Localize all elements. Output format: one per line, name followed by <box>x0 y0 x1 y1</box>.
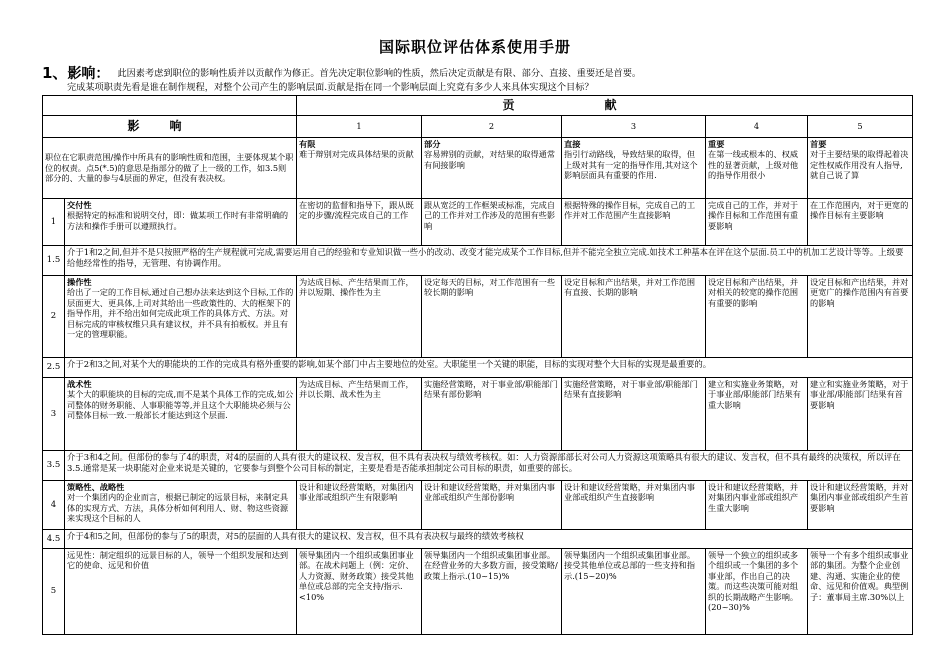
contribution-desc: 容易辨别的贡献，对结果的取得通常有间接影响 <box>424 149 556 170</box>
col-number-3: 3 <box>562 116 706 138</box>
table-cell: 在工作范围内，对于更宽的操作目标有主要影响 <box>808 199 913 246</box>
contribution-cell <box>562 138 706 199</box>
level-title: 战术性 <box>67 379 92 389</box>
contribution-header: 贡献 <box>297 96 913 116</box>
contribution-title: 部分 <box>424 139 441 149</box>
section-line-1: 此因素考虑到职位的影响性质并以贡献作为修正。首先决定职位影响的性质，然后决定贡献是有限、部分、直接、重要还是首要。 <box>117 68 642 79</box>
header-blank <box>43 96 297 116</box>
level-number: 5 <box>43 549 65 635</box>
level-desc: 某个大的职能块的目标的完成,而不是某个具体工作的完成,如公司整体的财务职能、人事职能等等,并且这个大职能块必须与公司整体目标一致.一般部长才能达到这个层面. <box>67 389 294 421</box>
level-desc: 对一个集团内的企业而言，根据已制定的远景目标，来制定具体的实现方式、方法，具体分析如何利用人、财、物这些资源来实现这个目标的人 <box>67 492 289 524</box>
table-cell: 在密切的监督和指导下，跟从既定的步骤/流程完成自己的工作 <box>297 199 422 246</box>
level-merged-desc: 介于4和5之间，但部份的参与了5的职责，对5的层面的人具有很大的建议权、发言权，但不具有表决权与最终的绩效考核权 <box>65 530 913 549</box>
level-merged-desc: 介于1和2之间,但并不是只按照严格的生产规程就可完成,需要运用自己的经验和专业知识做一些小的改动、改变才能完成某个工作目标,但并不能完全独立完成.如技术工种基本在评在这个层面.员工中的机加工艺设计等等。上级要给他经常性的指导，无管理、有协调作用。 <box>65 246 913 276</box>
table-cell: 设计和建议经营策略，并对集团内事业部或组织产生重大影响 <box>706 481 808 530</box>
table-cell: 为达成目标、产生结果而工作，并以短期、操作性为主 <box>297 276 422 358</box>
table-cell: 根据特殊的操作目标，完成自己的工作并对工作范围产生直接影响 <box>562 199 706 246</box>
level-number: 2 <box>43 276 65 358</box>
level-number: 3.5 <box>43 451 65 481</box>
contribution-cell <box>706 138 808 199</box>
table-cell: 领导集团内一个组织或集团事业部。在经营业务的大多数方面，接受策略/政策上指示.(10~15)% <box>422 549 562 635</box>
table-cell: 领导一个有多个组织或事业部的集团。为整个企业创建、沟通、实施企业的使命、远见和价值观。典型例子：董事局主席.30%以上 <box>808 549 913 635</box>
table-cell: 领导集团内一个组织或集团事业部。在战术问题上（例：定价、人力资源、财务政策）接受其他单位或总部的完全支持/指示.<10% <box>297 549 422 635</box>
level-number: 4.5 <box>43 530 65 549</box>
table-cell: 为达成目标、产生结果而工作，并以长期、战术性为主 <box>297 378 422 451</box>
impact-table <box>42 95 913 635</box>
table-cell: 建立和实施业务策略，对于事业部/职能部门结果有首要影响 <box>808 378 913 451</box>
impact-header: 影响 <box>43 116 297 138</box>
level-title: 交付性 <box>67 200 92 210</box>
table-cell: 设定目标和产出结果，并对更宽广的操作范围内有首要的影响 <box>808 276 913 358</box>
table-cell: 领导一个独立的组织或多个组织或一个集团的多个事业部，作出自己的决策。而这些决策可能对组织的长期战略产生影响。(20~30)% <box>706 549 808 635</box>
level-desc-cell <box>65 481 297 530</box>
level-merged-desc: 介于3和4之间。但部份的参与了4的职责，对4的层面的人具有很大的建议权、发言权，但不具有表决权与绩效考核权。如：人力资源部部长对公司人力资源这项策略具有很大的建议、发言权，但不具有最终的决策权，所以评在3.5.通常是某一块职能对企业来说是关键的，它要参与到整个公司目标的制定，主要是看是否能承担制定公司目标的职责，如重要的部长。 <box>65 451 913 481</box>
section-intro <box>42 66 922 95</box>
col-number-4: 4 <box>706 116 808 138</box>
col-number-1: 1 <box>297 116 422 138</box>
page-title: 国际职位评估体系使用手册 <box>378 38 571 56</box>
table-cell: 实施经营策略，对于事业部/职能部门结果有部份影响 <box>422 378 562 451</box>
col-number-5: 5 <box>808 116 913 138</box>
table-cell: 设定每天的目标，对工作范围有一些较长期的影响 <box>422 276 562 358</box>
contribution-desc: 指引行动路线，导致结果的取得，但上级对其有一定的指导作用,其对这个影响层面具有重要的作用. <box>564 149 698 181</box>
contribution-desc: 难于辩别对完成具体结果的贡献 <box>299 149 414 160</box>
level-desc-cell <box>65 199 297 246</box>
level-desc-cell <box>65 549 297 635</box>
level-title: 操作性 <box>67 277 92 287</box>
table-cell: 设计和建议经营策略，并对集团内事业部或组织产生部份影响 <box>422 481 562 530</box>
table-cell: 建立和实施业务策略，对于事业部/职能部门结果有重大影响 <box>706 378 808 451</box>
level-number: 1 <box>43 199 65 246</box>
section-line-2: 完成某项职责先看是谁在制作规程，对整个公司产生的影响层面.贡献是指在同一个影响层面上究竟有多少人来具体实现这个目标？ <box>67 82 594 93</box>
contribution-cell <box>808 138 913 199</box>
level-number: 1.5 <box>43 246 65 276</box>
level-merged-desc: 介于2和3之间,对某个大的职能块的工作的完成具有格外重要的影响,如某个部门中占主要地位的处室。大职能里一个关键的职能，目标的实现对整个大目标的实现是最重要的。 <box>65 358 913 378</box>
table-cell: 跟从宽泛的工作框架或标准，完成自己的工作并对工作涉及的范围有些影响 <box>422 199 562 246</box>
level-desc-cell <box>65 378 297 451</box>
section-heading: 影响： <box>67 66 110 82</box>
impact-intro-desc: 职位在它职责范围/操作中所具有的影响性质和范围，主要体现某个职位的权责。点5(*.5)的意思是指部分的做了上一级的工作，如3.5则部分的、大量的参与4层面的界定，但没有表决权。 <box>43 138 297 199</box>
contribution-title: 有限 <box>299 139 316 149</box>
col-number-2: 2 <box>422 116 562 138</box>
level-desc: 给出了一定的工作目标,通过自己想办法来达到这个目标,工作的层面更大、更具体,上司对其给出一些政策性的、大的框架下的指导作用，并不给出如何完成此项工作的具体方式、方法。对目标完成的审核权维只具有建议权，并不具有拍板权。并且有一定的管理职能。 <box>67 287 294 340</box>
contribution-title: 首要 <box>810 139 827 149</box>
level-desc-cell <box>65 276 297 358</box>
level-number: 2.5 <box>43 358 65 378</box>
level-number: 4 <box>43 481 65 530</box>
table-cell: 设计和建议经营策略，并对集团内事业部或组织产生首要影响 <box>808 481 913 530</box>
table-cell: 设定目标和产出结果，并对工作范围有直接、长期的影响 <box>562 276 706 358</box>
level-desc: 远见性：制定组织的远景目标的人，领导一个组织发展和达到它的使命、远见和价值 <box>67 550 289 571</box>
contribution-cell <box>297 138 422 199</box>
table-cell: 设定目标和产出结果，并对相关的较宽的操作范围有重要的影响 <box>706 276 808 358</box>
table-cell: 设计和建议经营策略，对集团内事业部或组织产生有限影响 <box>297 481 422 530</box>
table-cell: 实施经营策略，对于事业部/职能部门结果有直接影响 <box>562 378 706 451</box>
level-desc: 根据特定的标准和说明交付，即：做某项工作时有非常明确的方法和操作手册可以遵照执行。 <box>67 210 289 231</box>
section-number: 1、 <box>42 64 68 82</box>
table-cell: 领导集团内一个组织或集团事业部。接受其他单位或总部的一些支持和指示.(15~20)% <box>562 549 706 635</box>
contribution-title: 直接 <box>564 139 581 149</box>
table-cell: 设计和建议经营策略，并对集团内事业部或组织产生直接影响 <box>562 481 706 530</box>
level-number: 3 <box>43 378 65 451</box>
table-cell: 完成自己的工作，并对于操作目标和工作范围有重要影响 <box>706 199 808 246</box>
contribution-title: 重要 <box>708 139 725 149</box>
contribution-desc: 在第一线或根本的、权威性的显著贡献，上级对他的指导作用很小 <box>708 149 799 181</box>
contribution-desc: 对于主要结果的取得起着决定性权威作用没有人指导,就自己说了算 <box>810 149 909 181</box>
level-title: 策略性、战略性 <box>67 482 125 492</box>
contribution-cell <box>422 138 562 199</box>
